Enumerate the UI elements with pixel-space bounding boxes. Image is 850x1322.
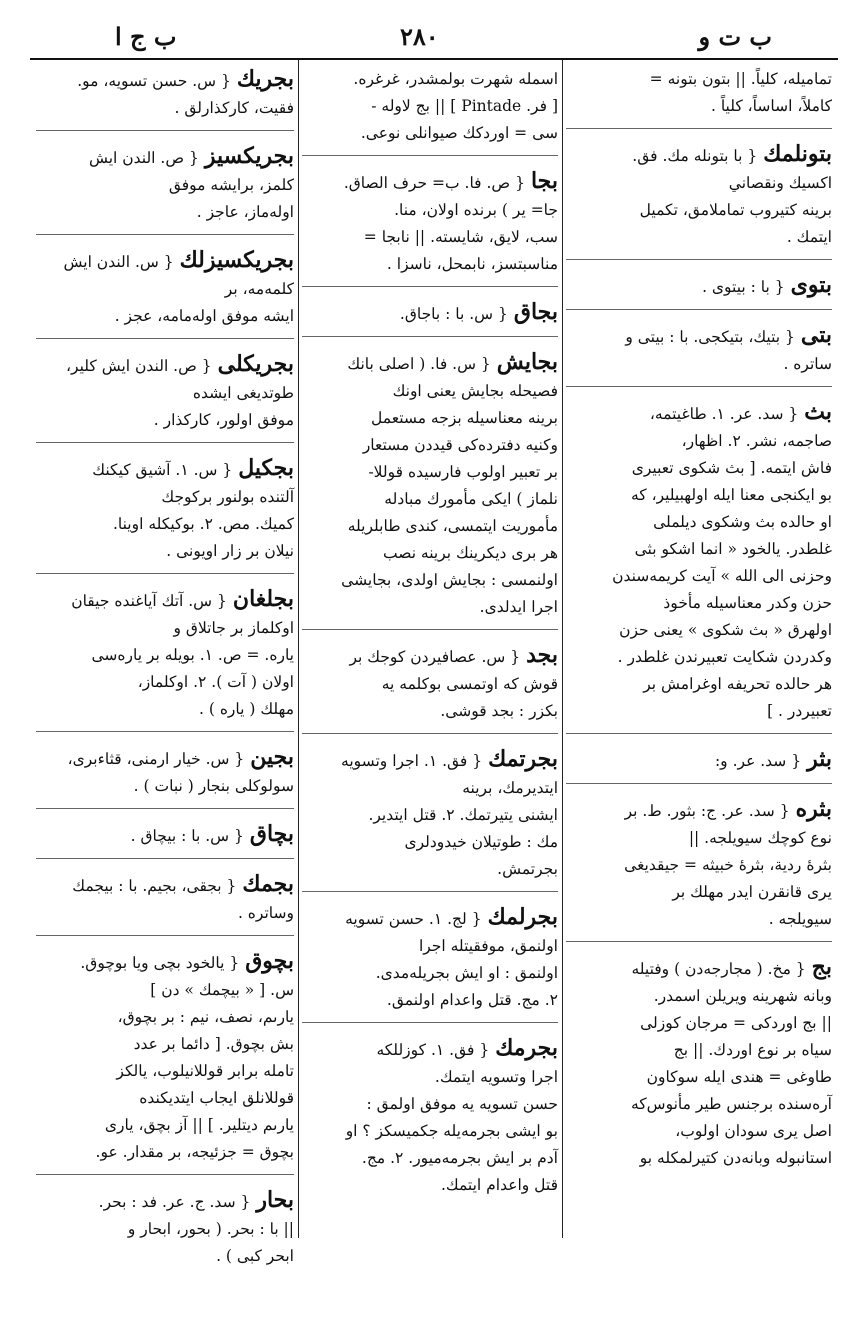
- entry-headword: بجمك: [242, 871, 294, 897]
- entry-text: حسن تسويه يه موفق اولمق :: [366, 1095, 558, 1113]
- entry-text: سى = اوردكك صيوانلى نوعى.: [360, 124, 558, 142]
- entry-headword: بجريكسيزلك: [179, 247, 294, 273]
- entry-line: [36, 1112, 294, 1139]
- entry-line: [566, 954, 832, 983]
- entry-line: [36, 1139, 294, 1166]
- entry-line: [302, 224, 558, 251]
- entry-text: بچوق = جزئيجه، بر مقدار. عو.: [95, 1143, 294, 1161]
- entry-headword: بحار: [256, 1187, 294, 1213]
- entry-line: [36, 948, 294, 977]
- entry-text: تماميله، كلياً. || بتون بتونه =: [649, 70, 832, 88]
- entry-text: اولان ( آت ). ٢. اوكلماز،: [137, 673, 294, 691]
- entry-line: [36, 276, 294, 303]
- entry-text: ياره. = ص. ١. بويله بر ياره‌سى: [91, 646, 294, 664]
- header-guide-right: ب ت و: [698, 22, 772, 51]
- entry-text: جا= ير ) برنده اولان، منا.: [394, 201, 558, 219]
- column-divider: [298, 60, 299, 1238]
- entry-line: [36, 511, 294, 538]
- entry-text: تامله برابر قوللانيلوب، يالكز: [116, 1062, 294, 1080]
- entry-line: [36, 484, 294, 511]
- entry-text: { فق. ١. كوزللكه: [376, 1041, 490, 1059]
- entry-line: [302, 432, 558, 459]
- dictionary-entry: [566, 322, 832, 387]
- entry-line: [36, 172, 294, 199]
- entry-text: يرى قانقرن ايدر مهلك بر: [672, 883, 832, 901]
- entry-line: [302, 459, 558, 486]
- entry-line: [36, 1031, 294, 1058]
- entry-line: [36, 669, 294, 696]
- entry-line: [302, 349, 558, 378]
- entry-text: نيلان بر زار اويونى .: [166, 542, 294, 560]
- entry-text: { س. عصافيردن كوجك بر: [349, 648, 521, 666]
- entry-text: ايتديرمك، برينه: [462, 779, 558, 797]
- dictionary-entry: [36, 871, 294, 936]
- entry-line: [302, 378, 558, 405]
- entry-line: [566, 224, 832, 251]
- entry-line: [302, 856, 558, 883]
- entry-text: اسمله شهرت بولمشدر، غرغره.: [353, 70, 558, 88]
- entry-text: { س. با : بيچاق .: [130, 827, 244, 845]
- entry-line: [566, 825, 832, 852]
- entry-text: صاجمه، نشر. ٢. اظهار،: [681, 432, 832, 450]
- dictionary-entry: [566, 954, 832, 1180]
- entry-text: ايشه موفق اوله‌مامه، عجز .: [114, 307, 294, 325]
- entry-line: [566, 428, 832, 455]
- entry-text: ابحر كبى ) .: [216, 1247, 294, 1265]
- entry-line: [566, 66, 832, 93]
- entry-line: [302, 933, 558, 960]
- entry-headword: بجاق: [513, 299, 558, 325]
- entry-text: آدم بر ايش بجرمه‌ميور. ٢. مج.: [361, 1149, 558, 1167]
- entry-line: [36, 95, 294, 122]
- column-divider: [562, 60, 563, 1238]
- entry-text: سيويلجه .: [768, 910, 832, 928]
- entry-line: [566, 852, 832, 879]
- entry-line: [36, 696, 294, 723]
- entry-text: اولنمق : او ايش بجريله‌مدى.: [375, 964, 558, 982]
- entry-line: [566, 455, 832, 482]
- dictionary-entry: [566, 272, 832, 310]
- entry-text: وساتره .: [237, 904, 294, 922]
- entry-text: { با : بيتوى .: [702, 278, 785, 296]
- entry-text: بكزر : بجد قوشى.: [440, 702, 558, 720]
- entry-text: وبانه شهرينه ويريلن اسمدر.: [653, 987, 832, 1005]
- dictionary-entry: [566, 66, 832, 129]
- entry-line: [36, 1085, 294, 1112]
- entry-line: [566, 1091, 832, 1118]
- entry-text: { ص. الندن ايش: [88, 149, 199, 167]
- entry-line: [36, 455, 294, 484]
- entry-line: [302, 93, 558, 120]
- entry-line: [36, 900, 294, 927]
- entry-text: اكسيك ونقصاني: [728, 174, 832, 192]
- entry-line: [36, 1216, 294, 1243]
- entry-headword: بجريك: [236, 66, 294, 92]
- entry-text: بو ايشى بجرمه‌يله جكميسكز ؟ او: [345, 1122, 558, 1140]
- entry-line: [302, 960, 558, 987]
- entry-text: اولهرق « بث شكوى » يعنى حزن: [619, 621, 832, 639]
- entry-line: [302, 671, 558, 698]
- header-rule: [30, 58, 838, 60]
- entry-text: { س. آتك آياغنده جيقان: [71, 592, 227, 610]
- entry-line: [302, 1145, 558, 1172]
- dictionary-entry: [302, 904, 558, 1023]
- entry-text: يارىم، نصف، نيم : بر بچوق،: [117, 1008, 294, 1026]
- entry-text: { س. فا. ( اصلى بانك: [347, 355, 491, 373]
- entry-line: [302, 1091, 558, 1118]
- entry-text: فاش ايتمه. [ بث شكوى تعبيرى: [631, 459, 832, 477]
- entry-line: [36, 1187, 294, 1216]
- entry-headword: بجكيل: [238, 455, 294, 481]
- dictionary-entry: [36, 821, 294, 859]
- entry-text: يارىم ديتلير. ] || آز بچق، يارى: [104, 1116, 294, 1134]
- entry-line: [302, 904, 558, 933]
- entry-line: [36, 303, 294, 330]
- entry-line: [302, 1172, 558, 1199]
- dictionary-entry: [566, 796, 832, 942]
- entry-text: حزن وكدر معناسيله مأخوذ: [663, 594, 832, 612]
- dictionary-entry: [302, 1035, 558, 1207]
- entry-line: [566, 698, 832, 725]
- entry-line: [302, 698, 558, 725]
- dictionary-entry: [36, 948, 294, 1175]
- entry-text: مأموريت ايتمسى، كندى طابلريله: [347, 517, 558, 535]
- entry-line: [566, 1010, 832, 1037]
- entry-line: [302, 513, 558, 540]
- entry-line: [566, 746, 832, 775]
- entry-line: [36, 407, 294, 434]
- entry-line: [302, 829, 558, 856]
- entry-line: [566, 1145, 832, 1172]
- entry-text: اصل يرى سودان اولوب،: [675, 1122, 832, 1140]
- entry-headword: بجريكلى: [217, 351, 294, 377]
- entry-text: قتل واعدام ايتمك.: [440, 1176, 558, 1194]
- entry-line: [566, 983, 832, 1010]
- entry-text: طوتديغى ايشده: [192, 384, 294, 402]
- entry-text: هر برى ديكرينك برينه نصب: [383, 544, 558, 562]
- entry-text: { س. خيار ارمنى، قثاءبرى،: [67, 750, 245, 768]
- entry-text: || بج اوردكى = مرجان كوزلى: [640, 1014, 832, 1032]
- dictionary-entry: [302, 349, 558, 630]
- dictionary-entry: [302, 642, 558, 734]
- entry-line: [36, 1058, 294, 1085]
- entry-text: ايتمك .: [786, 228, 832, 246]
- dictionary-entry: [302, 66, 558, 156]
- entry-line: [566, 617, 832, 644]
- entry-text: طاوغى = هندى ايله سوكاون: [646, 1068, 832, 1086]
- entry-line: [302, 746, 558, 775]
- entry-text: اوكلماز بر جاتلاق و: [173, 619, 294, 637]
- entry-line: [36, 586, 294, 615]
- entry-line: [566, 272, 832, 301]
- entry-line: [302, 642, 558, 671]
- entry-text: { سد. عر. ج: بثور. ط. بر: [624, 802, 790, 820]
- entry-line: [566, 170, 832, 197]
- page-header: [30, 22, 820, 56]
- entry-text: { س. الندن ايش: [63, 253, 174, 271]
- entry-line: [36, 1243, 294, 1270]
- entry-line: [302, 66, 558, 93]
- entry-text: سياه بر نوع اوردك. || بج: [673, 1041, 832, 1059]
- entry-text: س. [ « بيچمك » دن ]: [150, 981, 294, 999]
- entry-line: [566, 590, 832, 617]
- entry-text: تعبيردر . ]: [767, 702, 832, 720]
- entry-text: آلتنده بولنور بركوجك: [161, 488, 294, 506]
- entry-line: [36, 642, 294, 669]
- entry-line: [302, 405, 558, 432]
- entry-headword: بجين: [250, 744, 294, 770]
- entry-headword: بثره: [795, 796, 832, 822]
- entry-line: [302, 120, 558, 147]
- entry-text: { لج. ١. حسن تسويه: [345, 910, 482, 928]
- entry-text: او حالده بث وشكوى ديلملى: [653, 513, 832, 531]
- entry-line: [566, 1118, 832, 1145]
- entry-line: [566, 536, 832, 563]
- entry-line: [36, 744, 294, 773]
- entry-text: نوع كوچك سيويلجه. ||: [688, 829, 832, 847]
- entry-line: [302, 299, 558, 328]
- entry-text: [ فر. Pintade ] || بج لاوله -: [371, 97, 558, 115]
- entry-headword: بجرمك: [495, 1035, 558, 1061]
- entry-line: [566, 509, 832, 536]
- column-right: [566, 66, 832, 1246]
- entry-line: [36, 380, 294, 407]
- entry-line: [566, 322, 832, 351]
- page-number: ٢٨٠: [400, 22, 439, 51]
- dictionary-entry: [36, 143, 294, 235]
- entry-line: [302, 486, 558, 513]
- entry-text: قوش كه اوتمسى بوكلمه يه: [381, 675, 558, 693]
- entry-text: كاملاً، اساساً، كلياً .: [710, 97, 832, 115]
- entry-line: [36, 1004, 294, 1031]
- entry-line: [302, 802, 558, 829]
- entry-headword: بجايش: [496, 349, 558, 375]
- entry-line: [36, 247, 294, 276]
- entry-text: فقيت، كاركذارلق .: [174, 99, 294, 117]
- entry-line: [302, 251, 558, 278]
- entry-line: [36, 66, 294, 95]
- entry-text: فصيحله بجايش يعنى اونك: [392, 382, 558, 400]
- entry-text: استانبوله وبانه‌دن كتيرلمكله بو: [639, 1149, 832, 1167]
- entry-line: [302, 540, 558, 567]
- entry-text: سولوكلى بنجار ( نبات ) .: [133, 777, 294, 795]
- entry-text: قوللانلق ايجاب ايتديكنده: [139, 1089, 294, 1107]
- entry-line: [566, 671, 832, 698]
- entry-line: [302, 1118, 558, 1145]
- dictionary-entry: [302, 746, 558, 892]
- entry-text: { سد. عر. ١. طاغيتمه،: [649, 405, 799, 423]
- entry-text: بثرهٔ ردية، بثرهٔ خبيثه = جيقديغى: [624, 856, 832, 874]
- entry-text: { سد. ج. عر. فد : بحر.: [98, 1193, 251, 1211]
- entry-line: [566, 796, 832, 825]
- dictionary-entry: [36, 1187, 294, 1278]
- entry-text: كميك. مص. ٢. بوكيكله اوينا.: [112, 515, 294, 533]
- entry-line: [566, 1064, 832, 1091]
- entry-text: اوله‌ماز، عاجز .: [196, 203, 294, 221]
- entry-line: [566, 644, 832, 671]
- entry-headword: بجا: [530, 168, 558, 194]
- dictionary-entry: [566, 399, 832, 734]
- entry-line: [36, 615, 294, 642]
- entry-text: وحزنى الى الله » آيت كريمه‌سندن: [612, 567, 832, 585]
- entry-line: [36, 773, 294, 800]
- entry-text: آره‌سنده برجنس طير مأنوس‌كه: [630, 1095, 832, 1113]
- entry-text: بو ايكنجى معنا ايله اولهبيلير، كه: [630, 486, 832, 504]
- entry-text: ساتره .: [783, 355, 832, 373]
- entry-text: وكنيه دفترده‌كى قيددن مستعار: [362, 436, 558, 454]
- entry-line: [36, 871, 294, 900]
- entry-text: || با : بحر. ( بحور، ابحار و: [127, 1220, 294, 1238]
- entry-line: [566, 399, 832, 428]
- dictionary-entry: [36, 247, 294, 339]
- entry-text: { فق. ١. اجرا وتسويه: [341, 752, 483, 770]
- entry-line: [566, 563, 832, 590]
- entry-line: [302, 594, 558, 621]
- entry-text: سب، لايق، شايسته. || نابجا =: [363, 228, 558, 246]
- entry-line: [566, 351, 832, 378]
- entry-text: نلماز ) ايكى مأمورك مبادله: [384, 490, 558, 508]
- dictionary-entry: [36, 744, 294, 809]
- entry-text: هر حالده تحريفه اوغرامش بر: [643, 675, 832, 693]
- entry-headword: بثر: [807, 746, 832, 772]
- entry-line: [566, 141, 832, 170]
- entry-text: مهلك ( ياره ) .: [198, 700, 294, 718]
- dictionary-entry: [566, 141, 832, 260]
- entry-headword: بتى: [800, 322, 832, 348]
- entry-text: بجرتمش.: [497, 860, 558, 878]
- entry-text: موفق اولور، كاركذار .: [153, 411, 294, 429]
- entry-headword: بجلغان: [232, 586, 294, 612]
- column-left: [36, 66, 294, 1265]
- entry-text: { ص. الندن ايش كلير،: [66, 357, 212, 375]
- entry-line: [566, 1037, 832, 1064]
- entry-headword: بجد: [526, 642, 558, 668]
- entry-text: مناسبتسز، نابمحل، ناسزا .: [386, 255, 558, 273]
- entry-headword: بچوق: [245, 948, 294, 974]
- entry-headword: بجريكسيز: [204, 143, 294, 169]
- entry-text: برينه كتيروب تماملامق، تكميل: [639, 201, 832, 219]
- entry-headword: بجرلمك: [487, 904, 558, 930]
- entry-text: كلمه‌مه، بر: [224, 280, 294, 298]
- entry-headword: بتوى: [790, 272, 832, 298]
- entry-line: [302, 168, 558, 197]
- dictionary-entry: [302, 299, 558, 337]
- entry-text: بش بچوق. [ دائما بر عدد: [133, 1035, 294, 1053]
- entry-headword: بث: [804, 399, 832, 425]
- entry-text: { سد. عر. و:: [714, 752, 802, 770]
- entry-line: [566, 879, 832, 906]
- entry-text: اجرا ايدلدى.: [479, 598, 558, 616]
- entry-text: برينه معناسيله بزجه مستعمل: [371, 409, 558, 427]
- dictionary-entry: [36, 586, 294, 732]
- entry-text: اولنمق، موفقيتله اجرا: [418, 937, 558, 955]
- entry-line: [302, 1064, 558, 1091]
- entry-line: [36, 199, 294, 226]
- entry-line: [36, 821, 294, 850]
- entry-line: [36, 977, 294, 1004]
- entry-text: اولنمسى : بجايش اولدى، بجايشى: [341, 571, 558, 589]
- entry-line: [36, 143, 294, 172]
- entry-text: مك : طوتيلان خيدودلرى: [404, 833, 558, 851]
- entry-text: غلطدر. يالخود « انما اشكو بثى: [634, 540, 832, 558]
- entry-text: { س. ١. آشيق كيكنك: [92, 461, 233, 479]
- entry-text: { س. با : باجاق.: [399, 305, 508, 323]
- dictionary-entry: [36, 351, 294, 443]
- entry-line: [302, 775, 558, 802]
- entry-text: { س. حسن تسويه، مو.: [77, 72, 231, 90]
- entry-line: [36, 538, 294, 565]
- entry-line: [566, 93, 832, 120]
- entry-line: [302, 987, 558, 1014]
- dictionary-entry: [36, 66, 294, 131]
- entry-line: [566, 482, 832, 509]
- entry-line: [302, 567, 558, 594]
- entry-text: { مخ. ( مجارجه‌دن ) وفتيله: [631, 960, 806, 978]
- column-middle: [302, 66, 558, 1246]
- header-guide-left: ب ج ا: [115, 22, 177, 51]
- dictionary-entry: [36, 455, 294, 574]
- entry-headword: بتونلمك: [763, 141, 832, 167]
- entry-text: ٢. مج. قتل واعدام اولنمق.: [386, 991, 558, 1009]
- entry-line: [36, 351, 294, 380]
- entry-headword: بج: [811, 954, 832, 980]
- entry-text: { ص. فا. ب= حرف الصاق.: [343, 174, 525, 192]
- dictionary-entry: [566, 746, 832, 784]
- entry-headword: بجرتمك: [488, 746, 558, 772]
- entry-headword: بچاق: [249, 821, 294, 847]
- entry-text: { با بتونله مك. فق.: [632, 147, 758, 165]
- entry-text: { بتيك، بتيكجى. با : بيتى و: [625, 328, 795, 346]
- entry-line: [566, 197, 832, 224]
- entry-text: { يالخود بچى ويا بوچوق.: [80, 954, 240, 972]
- entry-text: بر تعبير اولوب فارسيده قوللا-: [368, 463, 558, 481]
- entry-text: وكدردن شكايت تعبيرندن غلطدر .: [617, 648, 832, 666]
- entry-text: ايشنى يتيرتمك. ٢. قتل ايتدير.: [368, 806, 558, 824]
- entry-text: { بجقى، بجيم. با : بيجمك: [72, 877, 237, 895]
- dictionary-entry: [302, 168, 558, 287]
- entry-text: كلمز، برايشه موفق: [168, 176, 294, 194]
- entry-line: [302, 197, 558, 224]
- entry-line: [302, 1035, 558, 1064]
- entry-line: [566, 906, 832, 933]
- entry-text: اجرا وتسويه ايتمك.: [434, 1068, 558, 1086]
